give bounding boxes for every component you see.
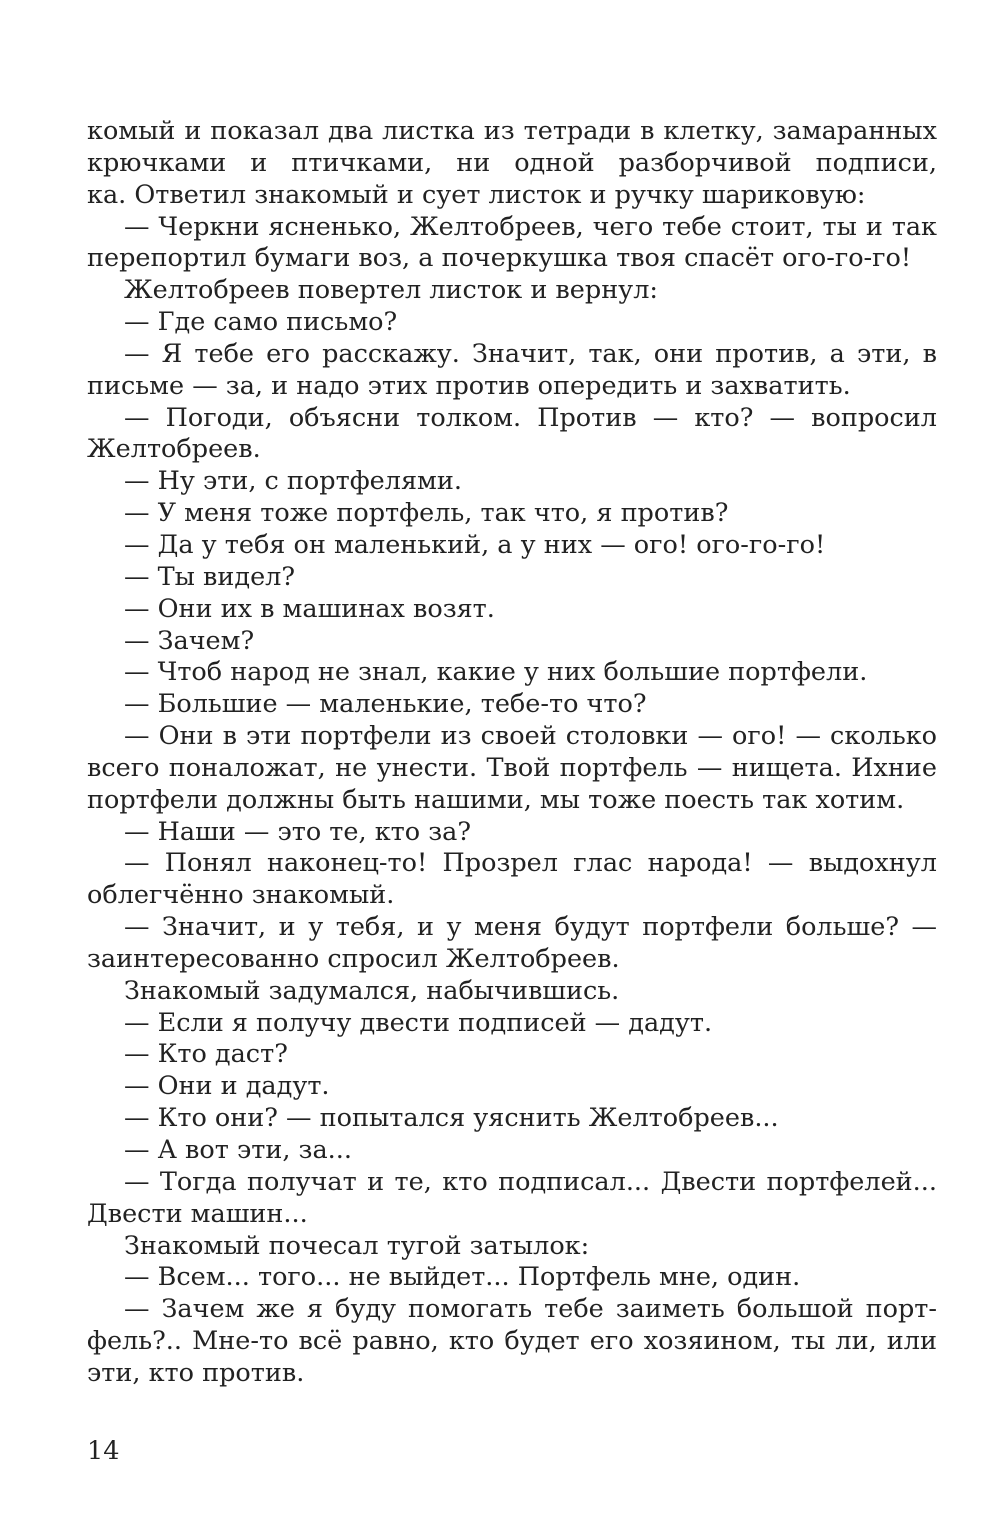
text-line: заинтересованно спросил Желтобреев. — [87, 943, 620, 974]
text-line: — Да у тебя он маленький, а у них — ого! ого-го-го! — [124, 529, 826, 560]
text-line: — Они и дадут. — [124, 1071, 330, 1102]
text-line: — Зачем же я буду помогать тебе заиметь большой порт- — [124, 1294, 937, 1325]
text-line: — А вот эти, за... — [124, 1135, 352, 1165]
text-line: крючками и птичками, ни одной разборчивой подписи, — [87, 147, 937, 178]
text-line: — Если я получу двести подписей — дадут. — [124, 1007, 713, 1038]
text-line: портфели должны быть нашими, мы тоже поесть так хотим. — [87, 784, 905, 815]
text-line: — Наши — это те, кто за? — [124, 816, 472, 847]
text-line: Желтобреев. — [87, 434, 261, 465]
text-line: — Тогда получат и те, кто подписал... Двести портфелей... — [124, 1166, 937, 1197]
page-number: 14 — [87, 1436, 120, 1466]
text-line: всего поналожат, не унести. Твой портфель — нищета. Ихние — [87, 752, 937, 783]
text-line: — Погоди, объясни толком. Против — кто? — вопросил — [124, 402, 937, 433]
text-line: Знакомый задумался, набычившись. — [124, 975, 620, 1006]
text-line: — Чтоб народ не знал, какие у них большие портфели. — [124, 657, 868, 688]
text-line: Знакомый почесал тугой затылок: — [124, 1230, 590, 1261]
text-line: — Ты видел? — [124, 561, 296, 592]
text-line: — Черкни ясненько, Желтобреев, чего тебе стоит, ты и так — [124, 211, 937, 242]
text-line: — Всем... того... не выйдет... Портфель мне, один. — [124, 1262, 801, 1293]
text-line: перепортил бумаги воз, а почеркушка твоя спасёт ого-го-го! — [87, 243, 912, 274]
text-line: — Понял наконец-то! Прозрел глас народа! — выдохнул — [124, 848, 937, 879]
text-line: Желтобреев повертел листок и вернул: — [124, 275, 658, 306]
text-line: комый и показал два листка из тетради в клетку, замаранных — [87, 116, 937, 146]
text-line: — Они в эти портфели из своей столовки — ого! — сколько — [124, 721, 937, 752]
text-line: — Зачем? — [124, 625, 255, 656]
page-body-text — [87, 116, 937, 1390]
text-line: эти, кто против. — [87, 1357, 305, 1388]
text-line: облегчённо знакомый. — [87, 880, 395, 911]
text-line: — Значит, и у тебя, и у меня будут портфели больше? — — [124, 912, 937, 943]
text-line: — Большие — маленькие, тебе-то что? — [124, 689, 647, 720]
text-line: — Я тебе его расскажу. Значит, так, они против, а эти, в — [124, 338, 937, 369]
text-line: — Где само письмо? — [124, 307, 398, 338]
text-line: фель?.. Мне-то всё равно, кто будет его хозяином, ты ли, или — [87, 1326, 937, 1357]
text-line: — Кто они? — попытался уяснить Желтобреев... — [124, 1103, 779, 1134]
text-line: Двести машин... — [87, 1198, 308, 1229]
text-line: ка. Ответил знакомый и сует листок и ручку шариковую: — [87, 179, 866, 210]
text-line: — Кто даст? — [124, 1039, 288, 1070]
text-line: письме — за, и надо этих против опередить и захватить. — [87, 370, 851, 401]
text-line: — У меня тоже портфель, так что, я против? — [124, 498, 729, 529]
text-line: — Они их в машинах возят. — [124, 593, 495, 624]
text-line: — Ну эти, с портфелями. — [124, 466, 462, 497]
